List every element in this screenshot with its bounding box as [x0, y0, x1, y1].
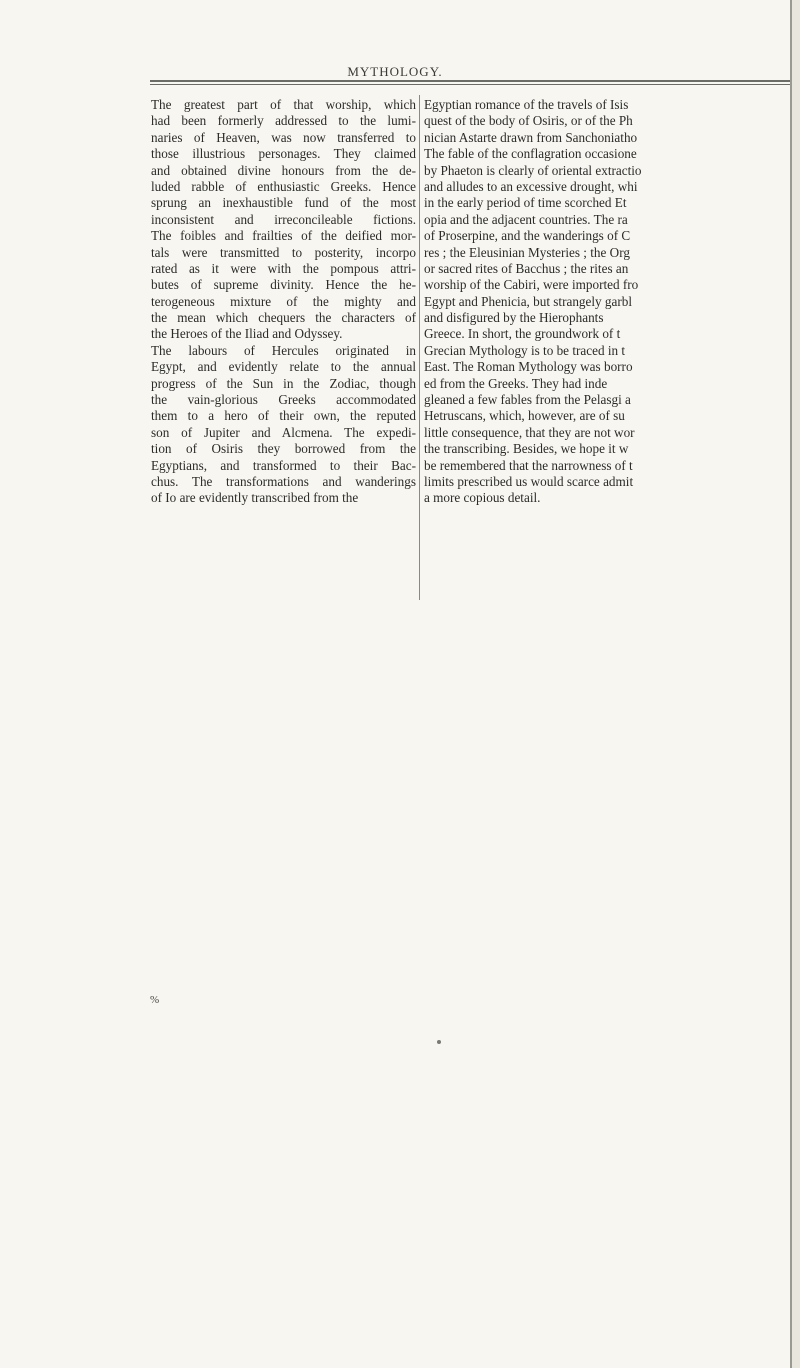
text-line: those illustrious personages. They claimed	[151, 146, 416, 162]
text-line: of Io are evidently transcribed from the	[151, 490, 359, 506]
column-divider	[419, 95, 420, 600]
text-line: and disfigured by the Hierophants	[424, 310, 604, 326]
text-line: or sacred rites of Bacchus ; the rites an	[424, 260, 629, 276]
text-line: of Proserpine, and the wanderings of C	[424, 228, 631, 244]
text-line: progress of the Sun in the Zodiac, though	[151, 375, 416, 391]
text-line: had been formerly addressed to the lumi-	[151, 113, 416, 129]
text-line: and obtained divine honours from the de-	[151, 162, 416, 178]
header-rule-thick	[150, 80, 790, 82]
text-line: The labours of Hercules originated in	[151, 342, 416, 358]
text-line: the mean which chequers the characters of	[151, 310, 416, 326]
text-line: quest of the body of Osiris, or of the Ph	[424, 113, 633, 129]
text-line: a more copious detail.	[424, 490, 541, 506]
text-line: The greatest part of that worship, which	[151, 97, 416, 112]
text-line: butes of supreme divinity. Hence the he-	[151, 277, 416, 293]
text-line: Egypt and Phenicia, but strangely garbl	[424, 293, 633, 309]
text-line: Greece. In short, the groundwork of t	[424, 326, 621, 342]
text-line: naries of Heaven, was now transferred to	[151, 129, 416, 145]
text-line: tals were transmitted to posterity, incorpo	[151, 244, 416, 260]
running-head: MYTHOLOGY.	[347, 64, 443, 79]
stray-ink-dot	[437, 1040, 441, 1044]
text-line: terogeneous mixture of the mighty and	[151, 293, 416, 309]
text-line: by Phaeton is clearly of oriental extractio	[424, 162, 642, 178]
text-line: Egyptians, and transformed to their Bac-	[151, 457, 416, 473]
header-rule-thin	[150, 84, 790, 85]
text-line: the transcribing. Besides, we hope it w	[424, 441, 629, 457]
text-line: res ; the Eleusinian Mysteries ; the Org	[424, 244, 630, 260]
text-line: ed from the Greeks. They had inde	[424, 375, 608, 391]
margin-mark: %	[150, 994, 160, 1006]
text-line: and alludes to an excessive drought, whi	[424, 178, 638, 194]
text-line: the Heroes of the Iliad and Odyssey.	[151, 326, 343, 342]
text-line: the vain-glorious Greeks accommodated	[151, 392, 416, 408]
right-text-column	[424, 97, 784, 507]
text-line: tion of Osiris they borrowed from the	[151, 441, 416, 457]
text-line: East. The Roman Mythology was borro	[424, 359, 633, 375]
text-line: worship of the Cabiri, were imported fro	[424, 277, 639, 293]
text-line: Grecian Mythology is to be traced in t	[424, 342, 626, 358]
text-line: inconsistent and irreconcileable fictions.	[151, 211, 416, 227]
text-line: Egypt, and evidently relate to the annual	[151, 359, 416, 375]
text-line: be remembered that the narrowness of t	[424, 457, 633, 473]
text-line: nician Astarte drawn from Sanchoniatho	[424, 129, 638, 145]
text-line: little consequence, that they are not wor	[424, 424, 635, 440]
text-line: Hetruscans, which, however, are of su	[424, 408, 625, 424]
left-text-column	[151, 97, 416, 507]
text-line: gleaned a few fables from the Pelasgi a	[424, 392, 631, 408]
text-line: luded rabble of enthusiastic Greeks. Hence	[151, 178, 416, 194]
text-line: son of Jupiter and Alcmena. The expedi-	[151, 424, 416, 440]
text-line: rated as it were with the pompous attri-	[151, 260, 416, 276]
text-line: opia and the adjacent countries. The ra	[424, 211, 628, 227]
text-line: The foibles and frailties of the deified mor-	[151, 228, 416, 244]
text-line: in the early period of time scorched Et	[424, 195, 627, 211]
text-line: Egyptian romance of the travels of Isis	[424, 97, 629, 112]
text-line: them to a hero of their own, the reputed	[151, 408, 416, 424]
text-line: limits prescribed us would scarce admit	[424, 473, 634, 489]
text-line: sprung an inexhaustible fund of the most	[151, 195, 416, 211]
page-edge-strip	[792, 0, 800, 1368]
text-line: The fable of the conflagration occasione	[424, 146, 637, 162]
text-line: chus. The transformations and wanderings	[151, 473, 416, 489]
page-edge-line	[790, 0, 792, 1368]
